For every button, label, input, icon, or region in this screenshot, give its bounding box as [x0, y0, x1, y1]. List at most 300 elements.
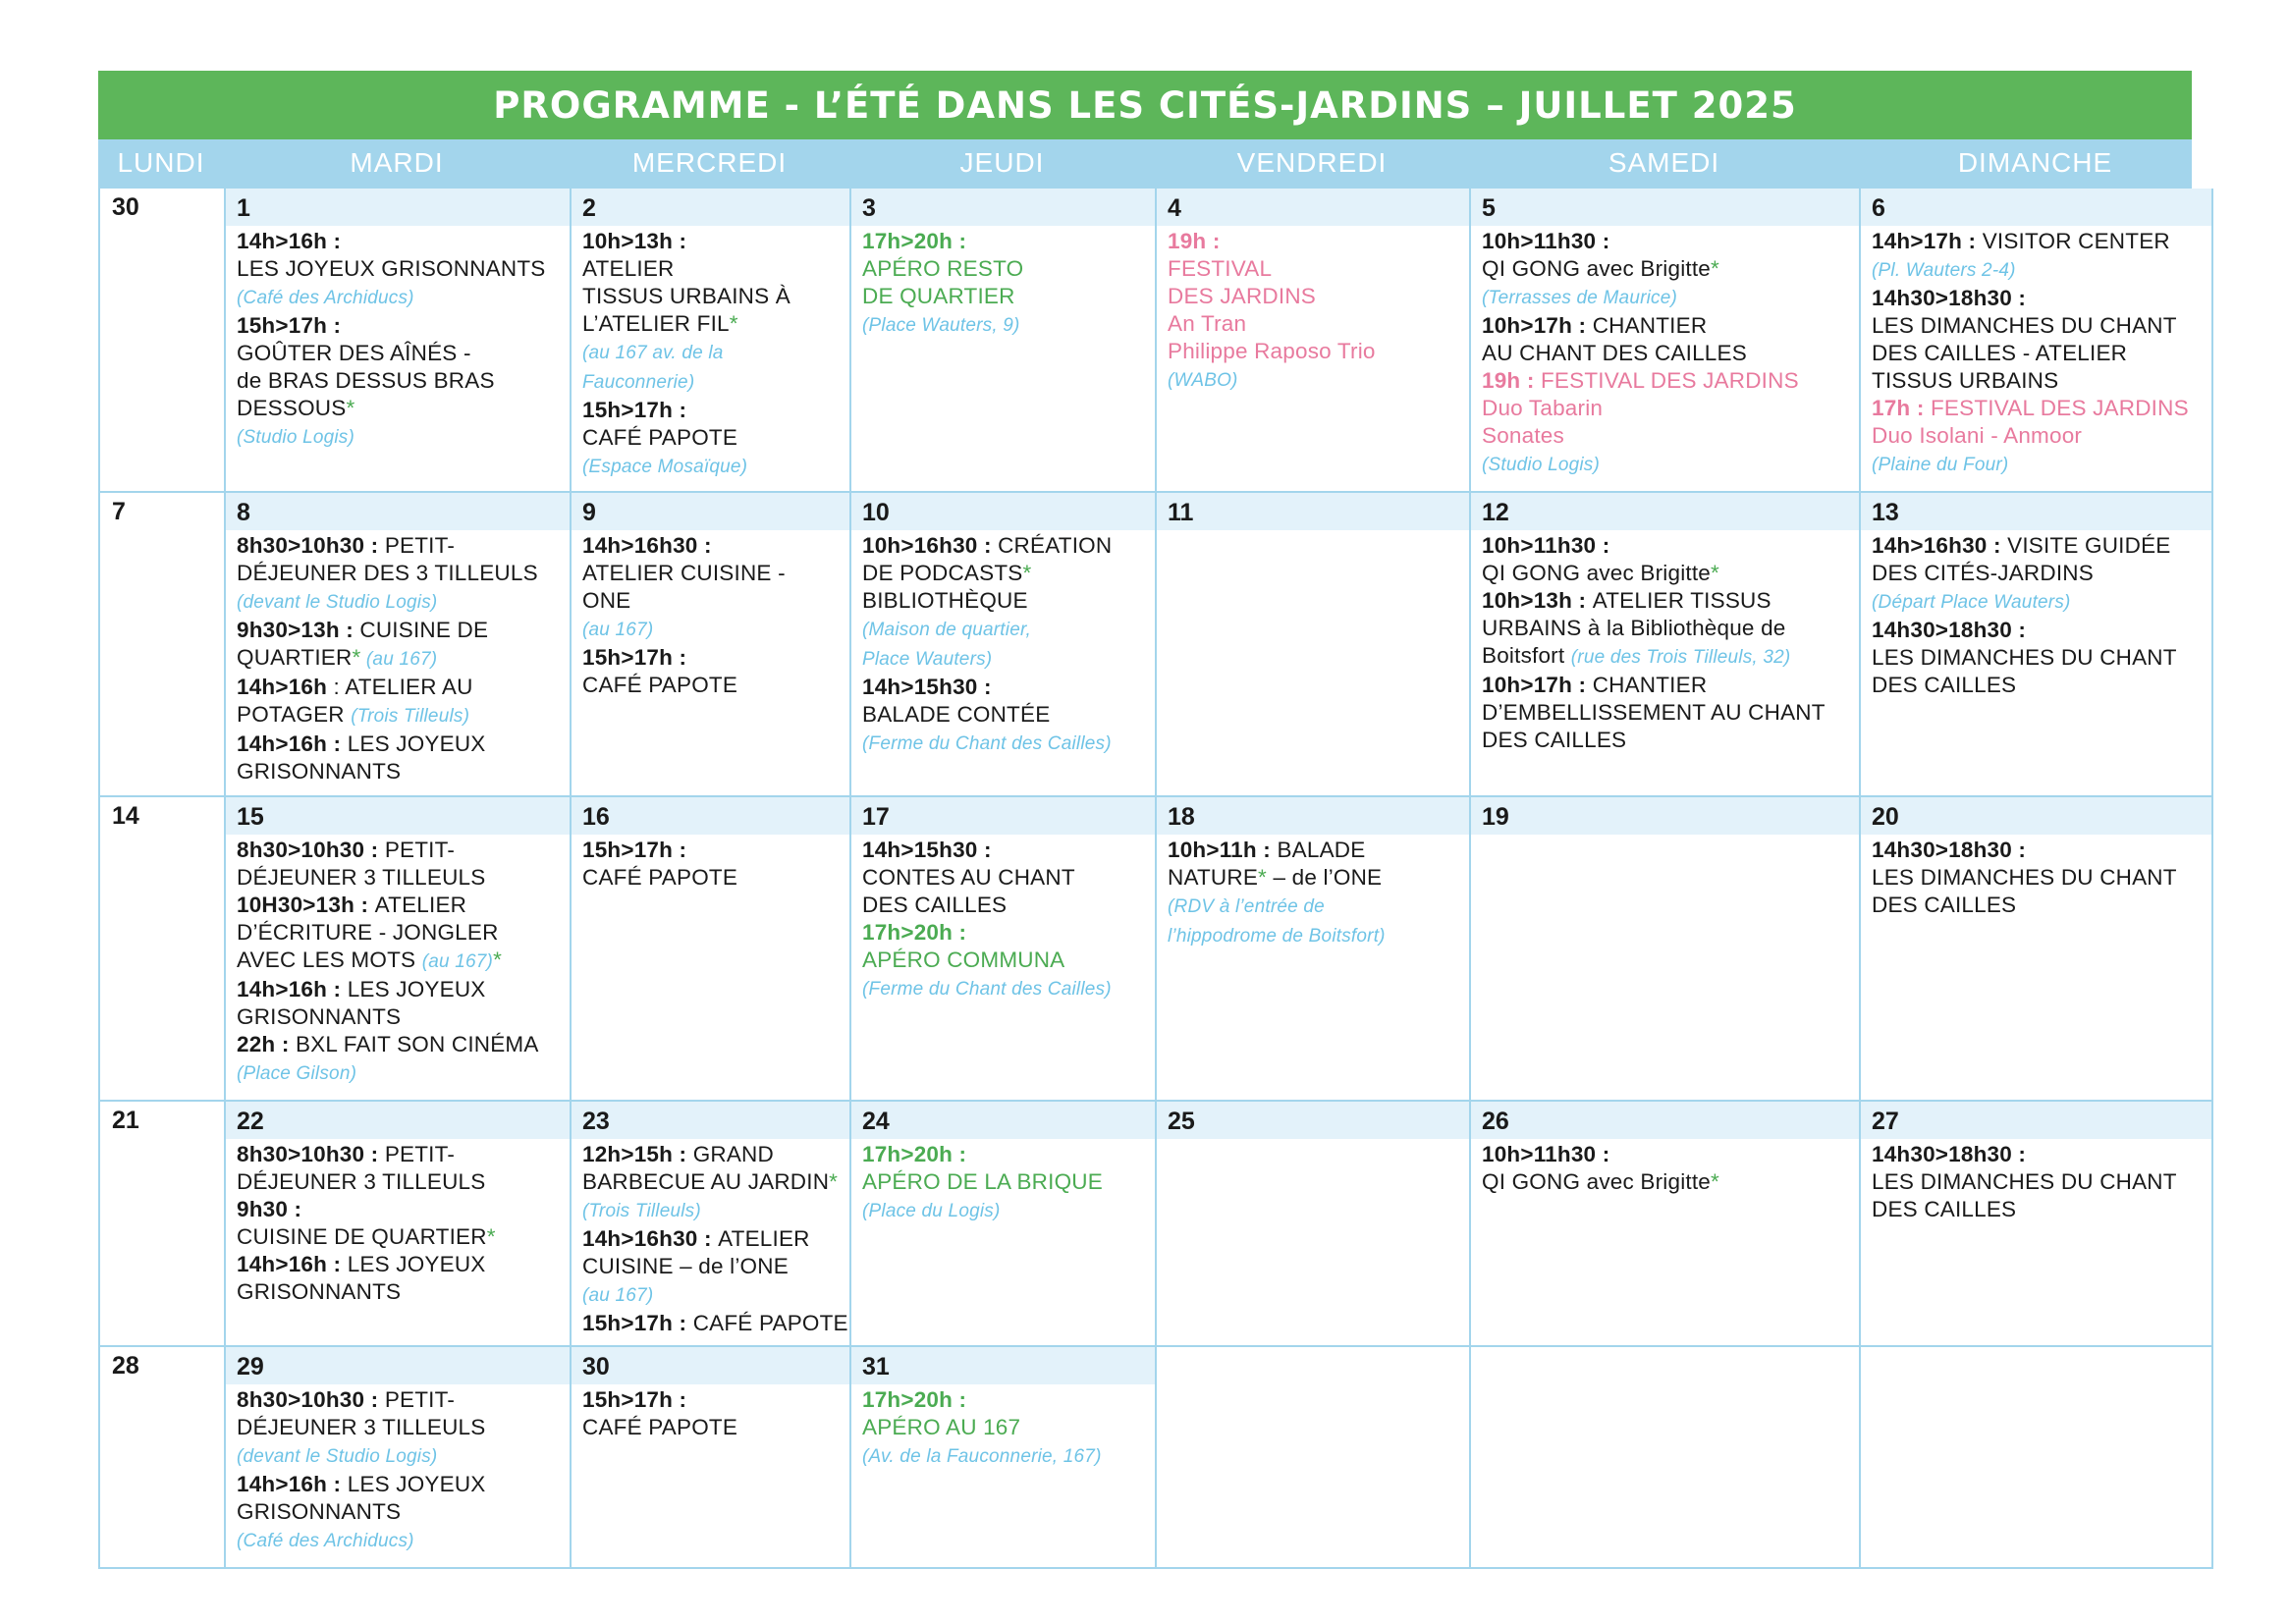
event-text: LES JOYEUX	[347, 1252, 486, 1276]
event-item	[582, 1386, 842, 1441]
event-item	[1482, 228, 1851, 312]
event-item	[1482, 367, 1851, 479]
event-line	[582, 587, 842, 615]
event-line	[582, 338, 842, 367]
event-list	[851, 1380, 1155, 1471]
event-list	[1471, 222, 1859, 479]
event-line	[237, 1058, 562, 1088]
weekday-mardi: MARDI	[350, 147, 444, 178]
event-line	[1872, 450, 2204, 479]
day-cell	[572, 797, 851, 1102]
day-cell	[572, 493, 851, 797]
day-number: 25	[1168, 1108, 1195, 1135]
event-line	[1482, 283, 1851, 312]
event-text: CUISINE DE QUARTIER	[237, 1224, 487, 1249]
event-text: QI GONG avec Brigitte	[1482, 1169, 1712, 1194]
event-text: – de l’ONE	[1267, 865, 1383, 890]
date-band	[1861, 189, 2211, 226]
day-cell	[851, 1347, 1157, 1569]
date-band	[851, 493, 1155, 530]
event-line	[862, 892, 1147, 919]
event-item	[862, 228, 1147, 340]
event-time: 17h :	[1872, 396, 1931, 420]
event-line	[237, 1031, 562, 1058]
event-text: DES CAILLES	[1482, 728, 1627, 752]
asterisk-mark: *	[493, 947, 503, 972]
event-text: QI GONG avec Brigitte	[1482, 561, 1712, 585]
event-line	[582, 1225, 842, 1253]
event-line	[237, 731, 562, 758]
event-time: 15h>17h :	[582, 838, 687, 862]
event-text: CONTES AU CHANT	[862, 865, 1075, 890]
event-item	[237, 892, 562, 976]
event-item	[1168, 228, 1461, 395]
event-time: 14h>16h :	[237, 1472, 348, 1496]
event-text: LES DIMANCHES DU CHANT	[1872, 865, 2177, 890]
event-item	[1872, 837, 2204, 919]
event-text: DÉJEUNER 3 TILLEULS	[237, 1169, 486, 1194]
event-item	[237, 1386, 562, 1471]
event-list	[226, 526, 570, 785]
date-band	[572, 189, 849, 226]
event-item	[862, 919, 1147, 1003]
monday-cell	[100, 1347, 226, 1569]
day-number: 5	[1482, 194, 1496, 222]
event-item	[237, 228, 562, 312]
event-time: 10h>11h30 :	[1482, 533, 1610, 558]
event-line	[862, 1441, 1147, 1471]
event-line	[1872, 255, 2204, 285]
event-time: 17h>20h :	[862, 1387, 967, 1412]
event-line	[582, 560, 842, 587]
event-list	[572, 1135, 849, 1337]
event-line	[862, 228, 1147, 255]
event-line	[237, 228, 562, 255]
day-number: 24	[862, 1108, 890, 1135]
event-time: 14h>16h30 :	[1872, 533, 2008, 558]
event-text: GOÛTER DES AÎNÉS -	[237, 341, 471, 365]
date-band	[572, 493, 849, 530]
event-text: DESSOUS	[237, 396, 347, 420]
event-location: (Plaine du Four)	[1872, 455, 2009, 475]
event-line	[862, 674, 1147, 701]
event-time: 12h>15h :	[582, 1142, 693, 1166]
event-time: 14h30>18h30 :	[1872, 286, 2027, 310]
event-text: ATELIER	[718, 1226, 810, 1251]
day-number: 13	[1872, 499, 1899, 526]
event-line	[582, 228, 842, 255]
event-list	[1157, 831, 1469, 950]
event-item	[582, 397, 842, 481]
event-line	[582, 1310, 848, 1337]
event-line	[862, 310, 1147, 340]
event-line	[1168, 892, 1461, 921]
event-item	[237, 1031, 562, 1088]
event-text: CUISINE – de l’ONE	[582, 1254, 789, 1278]
event-item	[862, 837, 1147, 919]
asterisk-mark: *	[829, 1169, 839, 1194]
event-line	[1168, 228, 1461, 255]
event-line	[1168, 864, 1461, 892]
event-line	[237, 837, 562, 864]
event-line	[582, 452, 842, 481]
event-line	[1482, 727, 1851, 754]
event-line	[1872, 1168, 2204, 1196]
event-time: 8h30>10h30 :	[237, 533, 385, 558]
event-line	[862, 1386, 1147, 1414]
event-list	[1157, 1347, 1469, 1353]
event-line	[1872, 532, 2204, 560]
day-number: 9	[582, 499, 596, 526]
day-cell	[1471, 797, 1861, 1102]
event-text: D’ÉCRITURE - JONGLER	[237, 920, 499, 945]
event-line	[862, 1414, 1147, 1441]
event-line	[1168, 921, 1461, 950]
event-text: DES CAILLES	[862, 893, 1008, 917]
weekday-samedi: SAMEDI	[1608, 147, 1720, 178]
asterisk-mark: *	[486, 1224, 496, 1249]
event-text: LES JOYEUX GRISONNANTS	[237, 256, 546, 281]
day-number: 16	[582, 803, 610, 831]
event-text: DES CAILLES	[1872, 893, 2017, 917]
event-item	[582, 837, 842, 892]
day-number: 1	[237, 194, 250, 222]
day-number: 10	[862, 499, 890, 526]
date-band	[1861, 493, 2211, 530]
event-text: GRISONNANTS	[237, 1499, 402, 1524]
day-number: 21	[112, 1107, 139, 1134]
event-text: PETIT-	[384, 1142, 456, 1166]
event-location: Fauconnerie)	[582, 372, 695, 393]
event-list	[1861, 1347, 2211, 1353]
date-band	[1157, 797, 1469, 835]
event-line	[582, 424, 842, 452]
event-text: LES JOYEUX	[347, 1472, 486, 1496]
event-text: DÉJEUNER 3 TILLEULS	[237, 1415, 486, 1439]
day-cell	[1861, 189, 2213, 493]
event-time: 15h>17h :	[582, 1311, 693, 1335]
asterisk-mark: *	[1711, 1169, 1719, 1194]
event-item	[1872, 228, 2204, 285]
event-text: de BRAS DESSUS BRAS	[237, 368, 495, 393]
calendar	[98, 71, 2192, 1569]
event-text: GRISONNANTS	[237, 759, 402, 784]
event-line	[1168, 837, 1461, 864]
event-location: (Pl. Wauters 2-4)	[1872, 260, 2016, 281]
event-location: (devant le Studio Logis)	[237, 1446, 438, 1467]
event-line	[237, 1196, 562, 1223]
event-line	[582, 1168, 842, 1196]
day-number: 17	[862, 803, 890, 831]
day-number: 2	[582, 194, 596, 222]
event-line	[862, 919, 1147, 947]
event-list	[1861, 831, 2211, 919]
event-text: BXL FAIT SON CINÉMA	[295, 1032, 539, 1056]
monday-cell	[100, 797, 226, 1102]
event-line	[237, 892, 562, 919]
day-cell	[572, 1347, 851, 1569]
event-location: (Café des Archiducs)	[237, 288, 414, 308]
event-line	[862, 532, 1147, 560]
day-number: 19	[1482, 803, 1509, 831]
event-text: DE PODCASTS	[862, 561, 1023, 585]
event-line	[582, 1280, 842, 1310]
event-item	[582, 1310, 848, 1337]
day-cell	[1157, 493, 1471, 797]
event-text: CHANTIER	[1592, 673, 1708, 697]
event-text: CHANTIER	[1592, 313, 1708, 338]
event-list	[1157, 1135, 1469, 1141]
event-text: CAFÉ PAPOTE	[582, 425, 738, 450]
event-text: DES CAILLES	[1872, 673, 2017, 697]
event-item	[862, 532, 1147, 674]
event-time: 14h>15h30 :	[862, 838, 992, 862]
event-line	[862, 837, 1147, 864]
event-text: L’ATELIER FIL	[582, 311, 730, 336]
event-text: APÉRO AU 167	[862, 1415, 1021, 1439]
event-text: LES JOYEUX	[347, 977, 486, 1001]
event-line	[862, 615, 1147, 644]
event-line	[862, 701, 1147, 729]
event-text: DÉJEUNER DES 3 TILLEULS	[237, 561, 538, 585]
event-list	[851, 1135, 1155, 1225]
event-list	[1471, 526, 1859, 754]
event-time: 14h>16h30 :	[582, 1226, 719, 1251]
event-text: LES JOYEUX	[347, 731, 486, 756]
event-text: FESTIVAL DES JARDINS	[1540, 368, 1799, 393]
event-line	[237, 947, 562, 976]
event-line	[862, 864, 1147, 892]
event-text: PETIT-	[384, 1387, 456, 1412]
event-line	[862, 560, 1147, 587]
event-list	[851, 526, 1155, 758]
event-list	[1471, 1347, 1859, 1353]
event-location: (Place Gilson)	[237, 1063, 357, 1084]
event-line	[862, 729, 1147, 758]
event-line	[582, 255, 842, 283]
event-line	[1872, 617, 2204, 644]
day-number: 3	[862, 194, 876, 222]
day-number: 30	[112, 193, 139, 221]
asterisk-mark: *	[1022, 561, 1032, 585]
event-line	[1872, 864, 2204, 892]
date-band	[226, 189, 570, 226]
event-line	[582, 1414, 842, 1441]
date-band	[226, 1347, 570, 1384]
event-line	[1482, 395, 1851, 422]
day-cell	[572, 189, 851, 493]
event-text: URBAINS à la Bibliothèque de	[1482, 616, 1786, 640]
event-location: (rue des Trois Tilleuls, 32)	[1570, 647, 1791, 668]
event-line	[1482, 367, 1851, 395]
event-location: (Studio Logis)	[237, 427, 355, 448]
event-line	[1482, 1141, 1851, 1168]
weekday-jeudi: JEUDI	[959, 147, 1045, 178]
day-number: 31	[862, 1353, 890, 1380]
event-line	[1168, 255, 1461, 283]
event-line	[862, 587, 1147, 615]
event-line	[1872, 560, 2204, 587]
event-item	[237, 976, 562, 1031]
event-item	[1482, 532, 1851, 587]
event-line	[862, 974, 1147, 1003]
event-location: (devant le Studio Logis)	[237, 592, 438, 613]
event-line	[582, 644, 842, 672]
date-band	[1157, 493, 1469, 530]
event-line	[237, 395, 562, 422]
day-number: 23	[582, 1108, 610, 1135]
event-item	[1482, 312, 1851, 367]
event-location: Place Wauters)	[862, 649, 993, 670]
event-text: APÉRO COMMUNA	[862, 947, 1065, 972]
event-text: DES CAILLES - ATELIER	[1872, 341, 2128, 365]
monday-cell	[100, 493, 226, 797]
event-line	[1872, 644, 2204, 672]
event-list	[851, 831, 1155, 1003]
event-line	[1168, 338, 1461, 365]
day-cell	[1861, 797, 2213, 1102]
event-line	[1482, 672, 1851, 699]
day-cell	[1861, 493, 2213, 797]
event-item	[237, 1141, 562, 1196]
event-item	[237, 532, 562, 617]
weekday-lundi: LUNDI	[117, 147, 205, 178]
day-number: 4	[1168, 194, 1181, 222]
event-text: VISITE GUIDÉE	[2007, 533, 2171, 558]
event-time: 14h>16h :	[237, 229, 342, 253]
event-list	[572, 526, 849, 699]
event-location: (au 167)	[582, 620, 654, 640]
event-time: 10h>13h :	[1482, 588, 1593, 613]
event-text: FESTIVAL DES JARDINS	[1930, 396, 2189, 420]
event-time: 17h>20h :	[862, 920, 967, 945]
event-text: BALADE	[1277, 838, 1366, 862]
event-line	[1482, 532, 1851, 560]
day-number: 12	[1482, 499, 1509, 526]
event-list	[1861, 1135, 2211, 1223]
event-line	[582, 1253, 842, 1280]
event-text: CAFÉ PAPOTE	[582, 673, 738, 697]
event-time: 9h30 :	[237, 1197, 302, 1221]
event-text: GRAND	[692, 1142, 774, 1166]
date-band	[1861, 1102, 2211, 1139]
day-cell	[1861, 1102, 2213, 1347]
day-cell	[851, 189, 1157, 493]
event-time: 14h>16h	[237, 675, 328, 699]
event-location: (Trois Tilleuls)	[351, 706, 470, 727]
day-number: 14	[112, 802, 139, 830]
weekday-vendredi: VENDREDI	[1236, 147, 1388, 178]
event-text: DE QUARTIER	[862, 284, 1015, 308]
calendar-grid	[98, 187, 2192, 1569]
event-time: 14h30>18h30 :	[1872, 838, 2027, 862]
event-line	[582, 1386, 842, 1414]
event-line	[1482, 255, 1851, 283]
event-line	[1482, 340, 1851, 367]
event-text: LES DIMANCHES DU CHANT	[1872, 313, 2177, 338]
monday-cell	[100, 189, 226, 493]
event-time: 10h>13h :	[582, 229, 687, 253]
date-band	[1471, 797, 1859, 835]
event-time: 14h>16h :	[237, 1252, 348, 1276]
event-line	[1872, 285, 2204, 312]
event-text: An Tran	[1168, 311, 1247, 336]
date-band	[851, 797, 1155, 835]
event-line	[237, 701, 562, 731]
event-list	[1861, 526, 2211, 699]
event-location: (au 167)	[421, 951, 494, 972]
event-item	[582, 1225, 842, 1310]
event-line	[237, 674, 562, 701]
day-number: 26	[1482, 1108, 1509, 1135]
event-line	[1872, 395, 2204, 422]
date-band	[572, 1347, 849, 1384]
event-line	[1872, 587, 2204, 617]
event-line	[237, 1003, 562, 1031]
empty-cell	[1157, 1347, 1471, 1569]
day-number: 27	[1872, 1108, 1899, 1135]
event-line	[582, 672, 842, 699]
event-text: QI GONG avec Brigitte	[1482, 256, 1712, 281]
date-band	[1861, 797, 2211, 835]
date-band	[1471, 189, 1859, 226]
event-line	[862, 283, 1147, 310]
event-time: 14h>17h :	[1872, 229, 1983, 253]
event-list	[1471, 831, 1859, 837]
event-text: APÉRO DE LA BRIQUE	[862, 1169, 1103, 1194]
event-text: Boitsfort	[1482, 643, 1571, 668]
event-item	[582, 644, 842, 699]
event-line	[862, 1168, 1147, 1196]
date-band	[851, 1347, 1155, 1384]
day-cell	[226, 797, 572, 1102]
event-list	[226, 1135, 570, 1306]
event-text: CAFÉ PAPOTE	[582, 1415, 738, 1439]
event-time: 14h>16h :	[237, 977, 348, 1001]
event-item	[1872, 617, 2204, 699]
event-time: 15h>17h :	[582, 1387, 687, 1412]
event-line	[237, 1471, 562, 1498]
event-text: : ATELIER AU	[327, 675, 473, 699]
event-line	[582, 367, 842, 397]
event-item	[862, 1386, 1147, 1471]
event-text: VISITOR CENTER	[1982, 229, 2170, 253]
asterisk-mark: *	[1711, 256, 1719, 281]
date-band	[572, 1102, 849, 1139]
event-text: DES CITÉS-JARDINS	[1872, 561, 2094, 585]
event-item	[582, 228, 842, 397]
event-item	[582, 1141, 842, 1225]
empty-cell	[1861, 1347, 2213, 1569]
weekday-header	[98, 139, 2192, 187]
event-line	[862, 1141, 1147, 1168]
event-location: (Av. de la Fauconnerie, 167)	[862, 1446, 1102, 1467]
event-time: 10h>11h :	[1168, 838, 1278, 862]
day-cell	[851, 1102, 1157, 1347]
event-line	[862, 255, 1147, 283]
event-text: POTAGER	[237, 702, 352, 727]
event-time: 10h>17h :	[1482, 673, 1593, 697]
event-line	[1872, 340, 2204, 367]
day-cell	[851, 493, 1157, 797]
event-line	[582, 837, 842, 864]
event-time: 8h30>10h30 :	[237, 1142, 385, 1166]
event-location: (Terrasses de Maurice)	[1482, 288, 1678, 308]
event-list	[226, 222, 570, 452]
event-line	[1168, 365, 1461, 395]
event-time: 8h30>10h30 :	[237, 1387, 385, 1412]
event-time: 22h :	[237, 1032, 296, 1056]
